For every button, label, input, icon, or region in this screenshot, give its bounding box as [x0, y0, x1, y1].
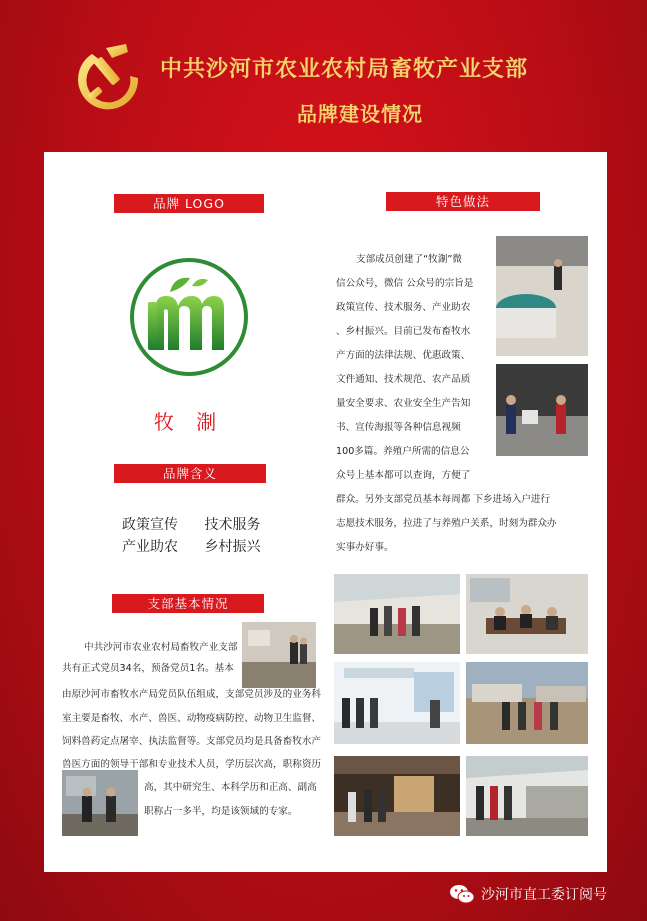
branch-line: 高，其中研究生、本科学历和正高、副高: [144, 782, 317, 793]
feature-line: 、乡村振兴。目前已发布畜牧水: [336, 326, 471, 337]
branch-line: 中共沙河市农业农村局畜牧产业支部: [84, 642, 238, 653]
meaning-item: 技术服务: [204, 517, 261, 533]
grid-photo-meeting-room: [466, 574, 588, 654]
brand-name: 牧 淛: [153, 410, 225, 434]
grid-photo-farm-yard: [466, 662, 588, 744]
page-subtitle: 品牌建设情况: [297, 102, 423, 126]
branch-line: 室主要是畜牧、水产、兽医、动物疫病防控、动物卫生监督、: [62, 713, 322, 724]
feature-line: 支部成员创建了“牧淛”微: [356, 254, 462, 265]
branch-photo-group: [62, 770, 138, 836]
wechat-icon: [449, 884, 475, 904]
grid-photo-exhibition: [334, 662, 460, 744]
feature-line: 信公众号，微信 公众号的宗旨是: [336, 278, 474, 289]
branch-line: 饲料兽药定点屠宰、执法监督等。支部党员均是具备畜牧水产: [62, 736, 322, 747]
content-panel: [44, 152, 607, 872]
meaning-item: 产业助农: [122, 539, 178, 555]
feature-line: 众号上基本都可以查询，方便了: [336, 470, 471, 481]
branch-line: 共有正式党员34名，预备党员1名。基本: [62, 663, 234, 674]
meaning-item: 乡村振兴: [204, 539, 261, 555]
branch-section-bar: 支部基本情况: [112, 594, 264, 613]
grid-photo-greenhouse-visit: [334, 574, 460, 654]
feature-photo-farm-pool: [496, 236, 588, 356]
feature-line: 志愿技术服务，拉进了与养殖户关系，时刻为群众办: [336, 518, 557, 529]
feature-line: 量安全要求、农业安全生产告知: [336, 398, 471, 409]
meaning-section-bar: 品牌含义: [114, 464, 266, 483]
footer-text: 沙河市直工委订阅号: [481, 887, 607, 903]
meaning-item: 政策宣传: [122, 517, 178, 533]
brand-logo: [130, 258, 248, 376]
feature-photo-inspection: [496, 364, 588, 456]
brand-logo-m-icon: [134, 262, 244, 372]
branch-line: 兽医方面的领导干部和专业技术人员，学历层次高，职称资历: [62, 759, 322, 770]
feature-line: 群众。另外支部党员基本每周都 下乡进场入户进行: [336, 494, 551, 505]
feature-line: 产方面的法律法规、优惠政策、: [336, 350, 471, 361]
feature-line: 书、宣传海报等各种信息视频: [336, 422, 461, 433]
feature-line: 政策宣传、技术服务、产业助农: [336, 302, 471, 313]
brand-meaning-list: [122, 514, 282, 558]
footer-account: [449, 884, 607, 904]
feature-section-bar: 特色做法: [386, 192, 540, 211]
feature-line: 文件通知、技术规范、农产品质: [336, 374, 471, 385]
feature-line: 100多篇。养殖户所需的信息公: [336, 446, 470, 457]
grid-photo-indoor-tour: [334, 756, 460, 836]
feature-line: 实事办好事。: [336, 542, 394, 553]
branch-line: 由原沙河市畜牧水产局党员队伍组成，支部党员涉及的业务科: [62, 689, 322, 700]
logo-section-bar: 品牌 LOGO: [114, 194, 264, 213]
grid-photo-poultry-house: [466, 756, 588, 836]
branch-line: 职称占一多半，均是该领域的专家。: [144, 806, 298, 817]
branch-photo-meeting: [242, 622, 316, 688]
page-title: 中共沙河市农业农村局畜牧产业支部: [160, 56, 529, 82]
